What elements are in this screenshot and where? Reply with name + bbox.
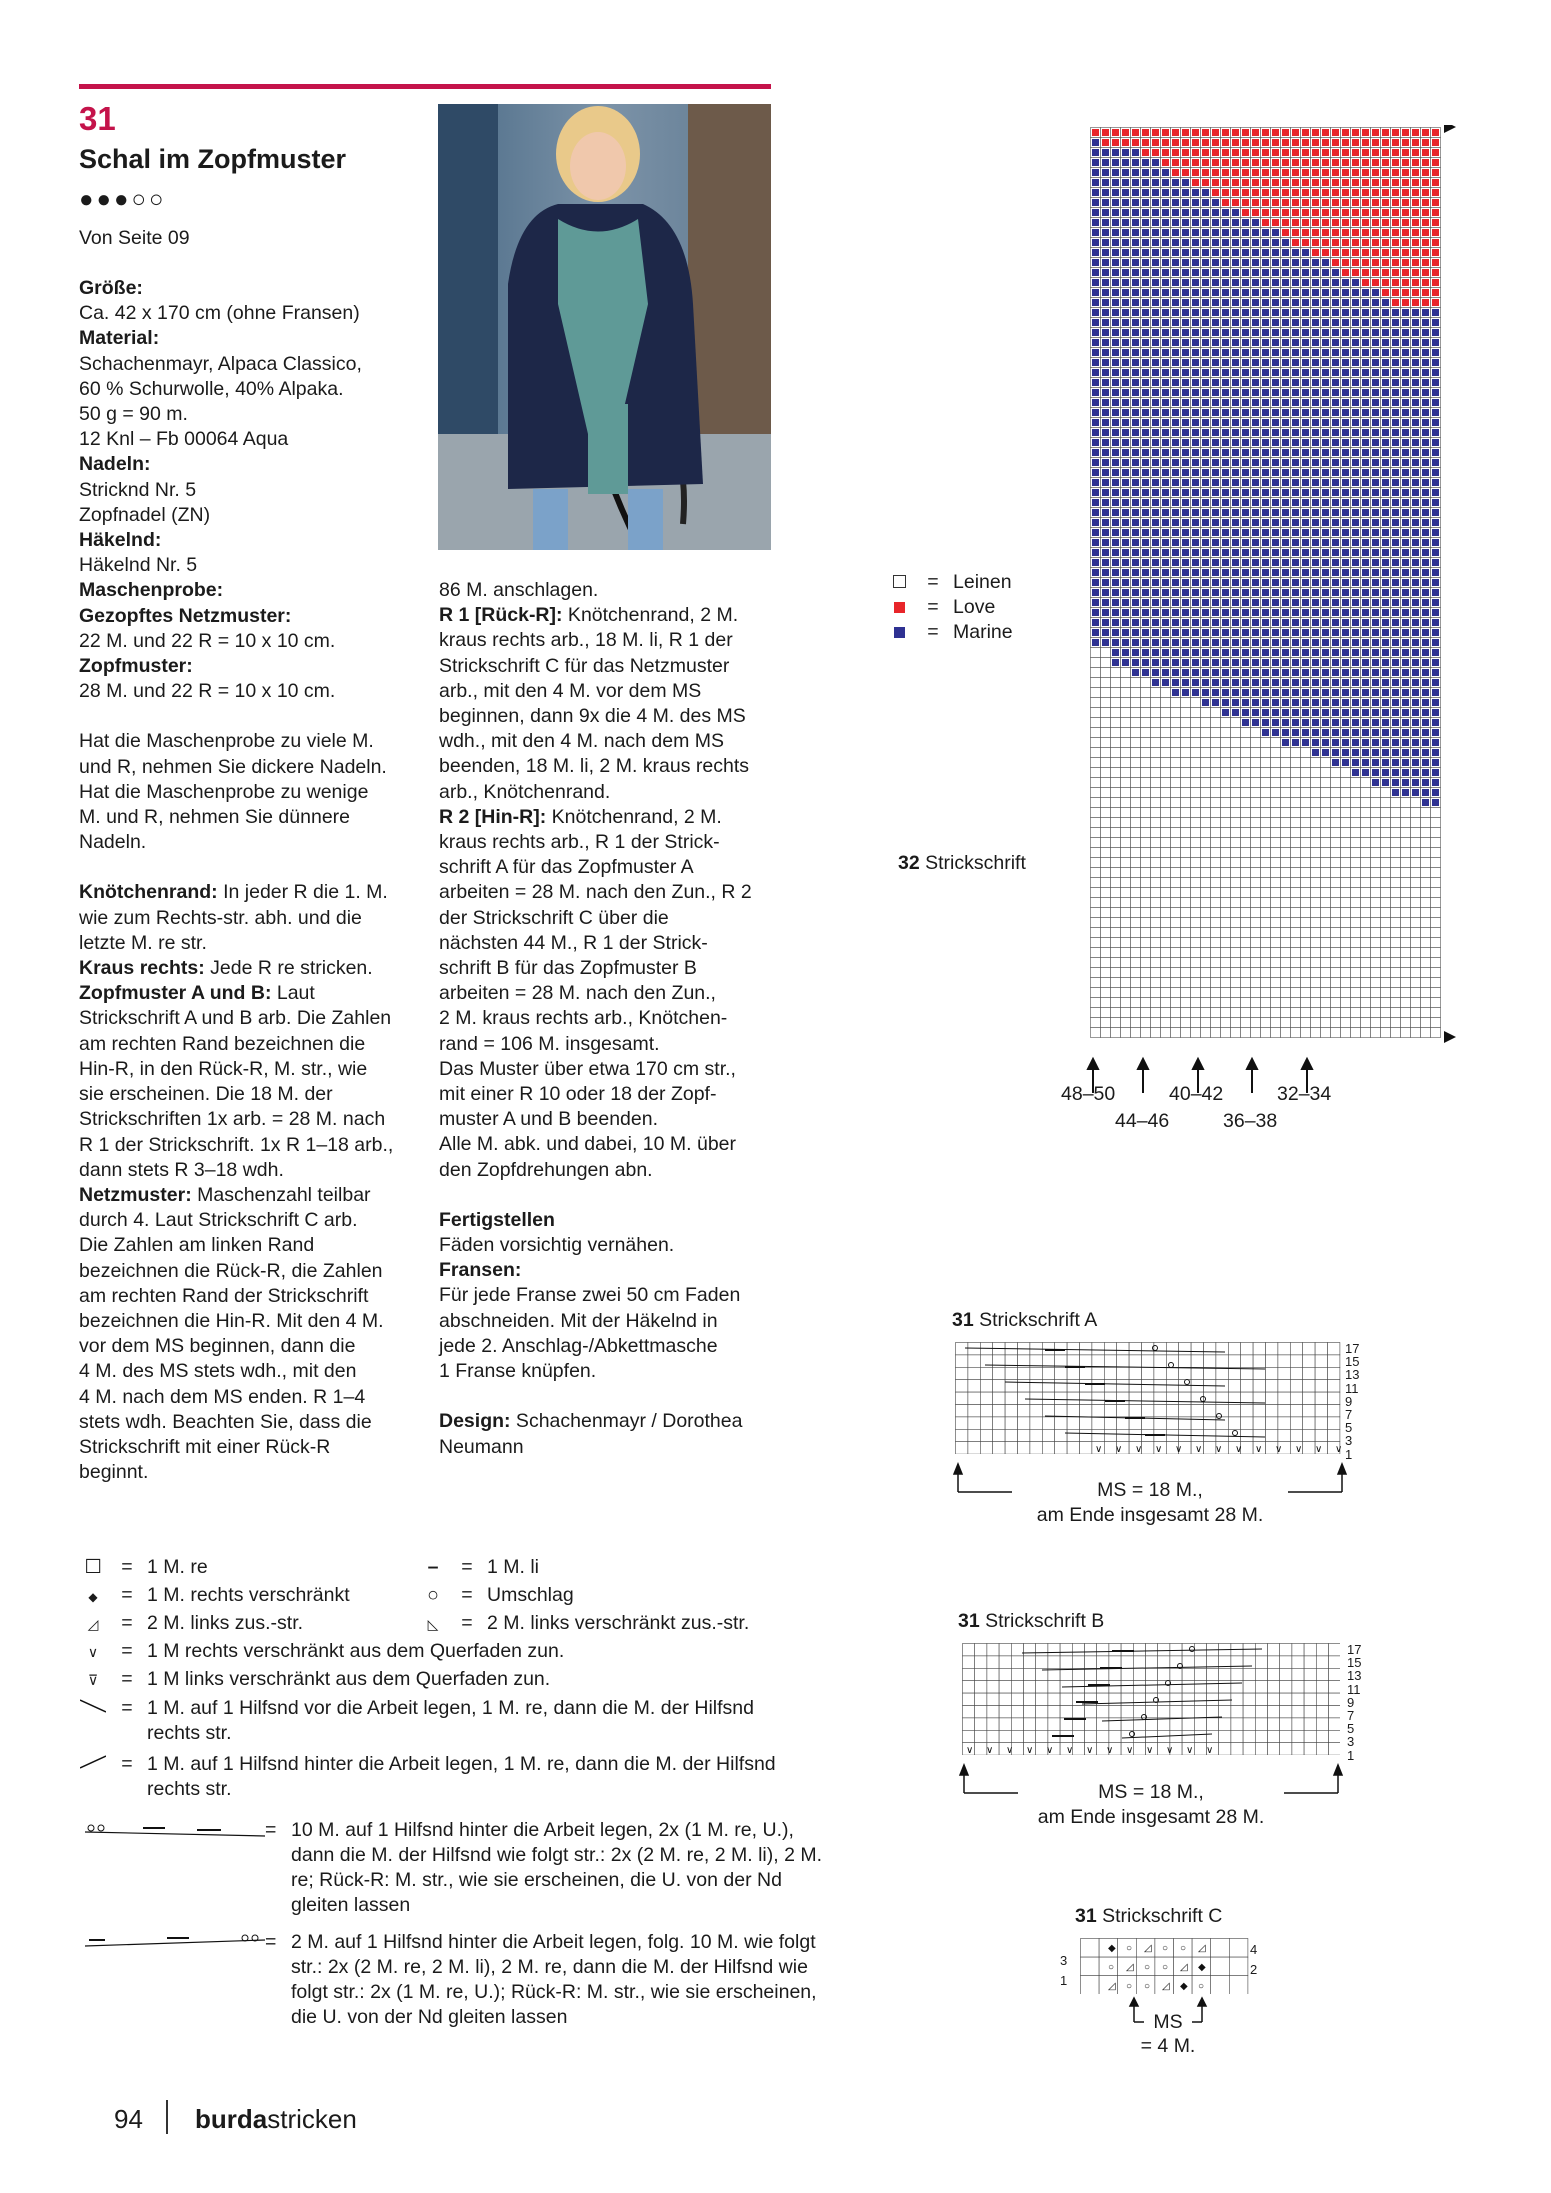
row2-text: den Zopfdrehungen abn.	[439, 1158, 653, 1181]
design-text: Neumann	[439, 1435, 524, 1458]
legend-p2tog: ◿ = 2 M. links zus.-str.	[79, 1611, 303, 1637]
from-page: Von Seite 09	[79, 227, 190, 249]
net-text: durch 4. Laut Strickschrift C arb.	[79, 1209, 358, 1232]
needles-line: Stricknd Nr. 5	[79, 478, 197, 501]
cable-ab-text: sie erscheinen. Die 18 M. der	[79, 1083, 333, 1106]
footer-divider	[166, 2100, 168, 2134]
gauge-hint: Hat die Maschenprobe zu viele M.	[79, 730, 374, 753]
design-text: Schachenmayr / Dorothea	[510, 1410, 743, 1433]
row1-text: beenden, 18 M. li, 2 M. kraus rechts	[439, 755, 749, 778]
chart-32-row-labels	[1055, 1055, 1375, 1145]
cable-2-icon	[85, 1932, 265, 1957]
net-label: Netzmuster:	[79, 1183, 192, 1206]
chart-b-row-numbers: 17 15 13 11 9 7 5 3 1	[1347, 1642, 1362, 1763]
fringe-text: 1 Franse knüpfen.	[439, 1360, 597, 1383]
crochet-needle-label: Häkelnd:	[79, 529, 162, 552]
fringe-text: Für jede Franse zwei 50 cm Faden	[439, 1284, 741, 1307]
chart-b-title: 31 Strickschrift B	[958, 1610, 1105, 1632]
row2-text: Knötchenrand, 2 M.	[546, 805, 722, 828]
net-text: bezeichnen die Hin-R. Mit den 4 M.	[79, 1309, 384, 1332]
net-text: beginnt.	[79, 1461, 149, 1484]
gauge-hint: Hat die Maschenprobe zu wenige	[79, 780, 369, 803]
legend-twisted-knit: ◆ = 1 M. rechts verschränkt	[79, 1583, 350, 1610]
difficulty-rating: ●●●○○	[79, 186, 167, 213]
row2-text: rand = 106 M. insgesamt.	[439, 1032, 660, 1055]
size-value: Ca. 42 x 170 cm (ohne Fransen)	[79, 302, 360, 325]
net-text: stets wdh. Beachten Sie, dass die	[79, 1410, 372, 1433]
material-line: 50 g = 90 m.	[79, 403, 188, 426]
net-text: am rechten Rand der Strickschrift	[79, 1284, 369, 1307]
cable-ab-text: Hin-R, in den Rück-R, M. str., wie	[79, 1057, 368, 1080]
legend-cross-back: = 1 M. auf 1 Hilfsnd hinter die Arbeit legen, 1 M. re, dann die M. der Hilfsnd rechts str.	[79, 1752, 776, 1802]
selvedge-label: Knötchenrand:	[79, 881, 218, 904]
row-label: 40–42	[1169, 1083, 1224, 1105]
net-text: Strickschrift mit einer Rück-R	[79, 1435, 331, 1458]
row1-label: R 1 [Rück-R]:	[439, 604, 563, 627]
crochet-needle-value: Häkelnd Nr. 5	[79, 554, 198, 577]
v-icon: ∨	[87, 1644, 99, 1660]
row2-text: 2 M. kraus rechts arb., Knötchen-	[439, 1007, 728, 1030]
pattern-title: Schal im Zopfmuster	[79, 144, 347, 174]
selvedge-text: letzte M. re str.	[79, 931, 207, 954]
net-text: vor dem MS beginnen, dann die	[79, 1335, 356, 1358]
gauge-hint: M. und R, nehmen Sie dünnere	[79, 806, 351, 829]
cable-ab-text: Laut	[271, 982, 315, 1005]
fringe-label: Fransen:	[439, 1259, 522, 1282]
chart-a-title: 31 Strickschrift A	[952, 1309, 1098, 1331]
column-2	[439, 578, 784, 1460]
cable-ab-text: am rechten Rand bezeichnen die	[79, 1032, 366, 1055]
row2-text: Alle M. abk. und dabei, 10 M. über	[439, 1133, 737, 1156]
design-label: Design:	[439, 1410, 511, 1433]
legend-knit: ☐ = 1 M. re	[79, 1555, 208, 1580]
row2-text: arbeiten = 28 M. nach den Zun.,	[439, 982, 716, 1005]
row-label: 32–34	[1277, 1083, 1332, 1105]
row1-text: beginnen, dann 9x die 4 M. des MS	[439, 705, 746, 728]
cross-left-icon	[79, 1696, 107, 1721]
chart-c-right-rows: 4 2	[1250, 1942, 1258, 1977]
row2-text: schrift A für das Zopfmuster A	[439, 856, 694, 879]
net-text: Maschenzahl teilbar	[191, 1183, 371, 1206]
column-1	[79, 276, 424, 1485]
row2-text: nächsten 44 M., R 1 der Strick-	[439, 931, 708, 954]
chart-c-grid	[1080, 1938, 1252, 1994]
garter-label: Kraus rechts:	[79, 957, 205, 980]
chart-c-ms: MS = 4 M.	[1140, 2011, 1196, 2057]
chart-32-title: 32 Strickschrift	[898, 852, 1026, 874]
brand-logo: burdastricken	[195, 2104, 357, 2134]
net-text: 4 M. nach dem MS enden. R 1–4	[79, 1385, 366, 1408]
legend-p2tog-tbl: ◺ = 2 M. links verschränkt zus.-str.	[419, 1611, 749, 1637]
legend-m1-purl: ⊽ = 1 M links verschränkt aus dem Querfaden zun.	[79, 1667, 550, 1693]
row2-text: mit einer R 10 oder 18 der Zopf-	[439, 1083, 717, 1106]
purl-dash-icon: –	[427, 1556, 439, 1578]
size-label: Größe:	[79, 277, 143, 299]
legend-m1-knit: ∨ = 1 M rechts verschränkt aus dem Querfaden zun.	[79, 1639, 564, 1665]
net-pattern-gauge: 22 M. und 22 R = 10 x 10 cm.	[79, 629, 336, 652]
row1-text: wdh., mit den 4 M. nach dem MS	[439, 730, 725, 753]
row2-text: Das Muster über etwa 170 cm str.,	[439, 1057, 736, 1080]
material-label: Material:	[79, 327, 160, 350]
cable-ab-text: dann stets R 3–18 wdh.	[79, 1158, 284, 1181]
knit-square-icon: ☐	[84, 1556, 102, 1578]
net-pattern-label: Gezopftes Netzmuster:	[79, 604, 292, 627]
row2-text: der Strickschrift C über die	[439, 906, 669, 929]
row1-text: arb., Knötchenrand.	[439, 780, 611, 803]
chart-c-title: 31 Strickschrift C	[1075, 1905, 1223, 1927]
legend-item-love: = Love	[885, 595, 1013, 620]
diamond-icon: ◆	[88, 1590, 98, 1604]
legend-cross-front: = 1 M. auf 1 Hilfsnd vor die Arbeit legen, 1 M. re, dann die M. der Hilfsnd rechts str.	[79, 1696, 754, 1746]
cable-ab-label: Zopfmuster A und B:	[79, 982, 272, 1005]
needles-label: Nadeln:	[79, 453, 151, 476]
selvedge-text: In jeder R die 1. M.	[217, 881, 388, 904]
cast-on: 86 M. anschlagen.	[439, 579, 599, 601]
chart-a-ms: MS = 18 M., am Ende insgesamt 28 M.	[1036, 1479, 1264, 1526]
legend-item-marine: = Marine	[885, 620, 1013, 645]
gauge-hint: Nadeln.	[79, 831, 147, 854]
color-legend	[885, 570, 1013, 645]
triangle-left-icon: ◿	[87, 1616, 99, 1632]
row-label: 44–46	[1115, 1110, 1170, 1132]
triangle-right-icon: ◺	[427, 1616, 439, 1632]
fringe-text: jede 2. Anschlag-/Abkettmasche	[439, 1334, 718, 1357]
cable-ab-text: Strickschriften 1x arb. = 28 M. nach	[79, 1108, 386, 1131]
net-text: Die Zahlen am linken Rand	[79, 1234, 315, 1257]
finishing-text: Fäden vorsichtig vernähen.	[439, 1234, 675, 1257]
chart-b-ms: MS = 18 M., am Ende insgesamt 28 M.	[1037, 1781, 1265, 1828]
chart-c-left-rows: 3 1	[1060, 1953, 1068, 1988]
legend-yarn-over: ○ = Umschlag	[419, 1583, 574, 1608]
garter-text: Jede R re stricken.	[204, 957, 373, 980]
cable-pattern-label: Zopfmuster:	[79, 655, 193, 678]
header-accent-bar	[79, 84, 771, 89]
material-line: 12 Knl – Fb 00064 Aqua	[79, 428, 289, 451]
row2-text: arbeiten = 28 M. nach den Zun., R 2	[439, 881, 752, 904]
model-photo	[438, 104, 771, 550]
gauge-hint: und R, nehmen Sie dickere Nadeln.	[79, 755, 387, 778]
cable-ab-text: R 1 der Strickschrift. 1x R 1–18 arb.,	[79, 1133, 394, 1156]
circle-icon: ○	[427, 1584, 439, 1606]
v-bar-icon: ⊽	[87, 1672, 99, 1688]
needles-line: Zopfnadel (ZN)	[79, 503, 211, 526]
row1-text: Knötchenrand, 2 M.	[562, 604, 739, 627]
fringe-text: abschneiden. Mit der Häkelnd in	[439, 1309, 718, 1332]
net-text: 4 M. des MS stets wdh., mit den	[79, 1360, 357, 1383]
material-line: Schachenmayr, Alpaca Classico,	[79, 352, 362, 375]
cable-pattern-gauge: 28 M. und 22 R = 10 x 10 cm.	[79, 680, 336, 703]
chart-b-grid	[962, 1643, 1340, 1755]
finishing-label: Fertigstellen	[439, 1208, 555, 1231]
legend-item-leinen: = Leinen	[885, 570, 1013, 595]
material-line: 60 % Schurwolle, 40% Alpaka.	[79, 377, 344, 400]
gauge-label: Maschenprobe:	[79, 579, 224, 602]
row2-text: schrift B für das Zopfmuster B	[439, 957, 697, 980]
row-label: 36–38	[1223, 1110, 1278, 1132]
chart-a-row-numbers: 17 15 13 11 9 7 5 3 1	[1345, 1341, 1360, 1462]
cable-ab-text: Strickschrift A und B arb. Die Zahlen	[79, 1007, 392, 1030]
row1-text: Strickschrift C für das Netzmuster	[439, 654, 730, 677]
cross-right-icon	[79, 1752, 107, 1777]
legend-purl: – = 1 M. li	[419, 1555, 539, 1580]
row2-label: R 2 [Hin-R]:	[439, 805, 547, 828]
chart-32-grid	[1090, 125, 1460, 1155]
cable-10-icon	[85, 1820, 265, 1845]
row1-text: arb., mit den 4 M. vor dem MS	[439, 679, 702, 702]
row-label: 48–50	[1061, 1083, 1116, 1105]
chart-a-grid	[955, 1342, 1345, 1454]
page-number: 94	[114, 2104, 143, 2134]
row1-text: kraus rechts arb., 18 M. li, R 1 der	[439, 629, 733, 652]
row2-text: kraus rechts arb., R 1 der Strick-	[439, 831, 720, 854]
net-text: bezeichnen die Rück-R, die Zahlen	[79, 1259, 383, 1282]
selvedge-text: wie zum Rechts-str. abh. und die	[79, 906, 362, 929]
pattern-number: 31	[79, 100, 116, 137]
row2-text: muster A und B beenden.	[439, 1108, 658, 1131]
